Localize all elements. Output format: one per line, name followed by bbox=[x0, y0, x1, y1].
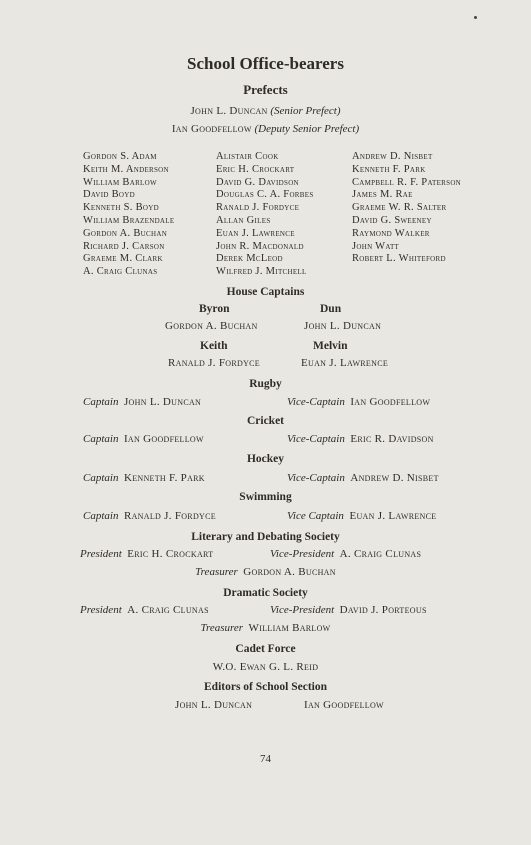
dramatic-vice-label: Vice-President bbox=[270, 604, 335, 616]
hockey-captain-name: Kenneth F. Park bbox=[123, 472, 205, 484]
house-keith: Keith bbox=[200, 340, 228, 352]
rugby-vice-captain bbox=[287, 396, 430, 408]
page-title: School Office-bearers bbox=[187, 54, 344, 73]
prefect-name: Keith M. Anderson bbox=[83, 163, 169, 175]
cricket-vice-name: Eric R. Davidson bbox=[350, 433, 434, 445]
prefect-name: Wilfred J. Mitchell bbox=[216, 266, 307, 278]
dramatic-vice-name: David J. Porteous bbox=[339, 604, 427, 616]
prefect-name: Alistair Cook bbox=[216, 151, 279, 162]
dramatic-president-name: A. Craig Clunas bbox=[127, 604, 209, 616]
prefect-name: John Watt bbox=[352, 240, 400, 252]
prefect-name: David G. Davidson bbox=[216, 176, 299, 188]
swimming-captain bbox=[83, 510, 216, 522]
swimming-heading: Swimming bbox=[239, 491, 292, 503]
ink-speck bbox=[474, 16, 477, 19]
prefect-name: William Brazendale bbox=[83, 214, 175, 226]
swimming-vice-captain bbox=[287, 510, 436, 522]
literary-president-label: President bbox=[80, 548, 122, 560]
literary-vice-president bbox=[270, 548, 421, 560]
swimming-vice-name: Euan J. Lawrence bbox=[349, 510, 437, 522]
prefect-name: William Barlow bbox=[83, 176, 157, 188]
prefect-name: Graeme M. Clark bbox=[83, 253, 163, 265]
rugby-captain-name: John L. Duncan bbox=[123, 396, 202, 408]
hockey-heading: Hockey bbox=[246, 453, 285, 465]
cadet-name: W.O. Ewan G. L. Reid bbox=[212, 661, 319, 673]
hockey-captain bbox=[83, 472, 205, 484]
prefect-name: Robert L. Whiteford bbox=[352, 253, 446, 265]
cricket-captain-name: Ian Goodfellow bbox=[123, 433, 204, 445]
prefect-name: Andrew D. Nisbet bbox=[352, 151, 433, 162]
deputy-prefect-role: (Deputy Senior Prefect) bbox=[254, 123, 360, 135]
house-keith-captain: Ranald J. Fordyce bbox=[168, 357, 260, 369]
senior-prefect-role: (Senior Prefect) bbox=[270, 105, 341, 117]
dramatic-treasurer-label: Treasurer bbox=[200, 622, 244, 634]
page-number: 74 bbox=[260, 753, 271, 765]
prefect-name: Eric H. Crockart bbox=[216, 163, 295, 175]
prefect-name: James M. Rae bbox=[352, 189, 413, 201]
editor-left: John L. Duncan bbox=[175, 699, 253, 711]
literary-vice-name: A. Craig Clunas bbox=[339, 548, 422, 560]
rugby-captain bbox=[83, 396, 201, 408]
literary-treasurer-label: Treasurer bbox=[195, 566, 238, 578]
cadet-heading: Cadet Force bbox=[235, 643, 296, 655]
house-melvin: Melvin bbox=[313, 340, 348, 352]
cricket-captain bbox=[83, 433, 204, 445]
prefects-column-3 bbox=[352, 151, 461, 266]
prefect-name: Graeme W. R. Salter bbox=[352, 202, 447, 214]
rugby-vice-name: Ian Goodfellow bbox=[350, 396, 431, 408]
house-melvin-captain: Euan J. Lawrence bbox=[301, 357, 389, 369]
prefect-name: Gordon A. Buchan bbox=[83, 227, 168, 239]
dramatic-president bbox=[80, 604, 209, 616]
hockey-captain-label: Captain bbox=[83, 472, 119, 484]
dramatic-president-label: President bbox=[80, 604, 122, 616]
prefect-name: David G. Sweeney bbox=[352, 214, 432, 226]
hockey-vice-name: Andrew D. Nisbet bbox=[350, 472, 439, 484]
prefect-name: Kenneth S. Boyd bbox=[83, 202, 159, 214]
senior-prefect-name: John L. Duncan bbox=[190, 105, 268, 117]
literary-treasurer-name: Gordon A. Buchan bbox=[243, 566, 336, 578]
house-byron-captain: Gordon A. Buchan bbox=[165, 320, 258, 332]
prefect-name: Richard J. Carson bbox=[83, 240, 165, 252]
prefect-name: Douglas C. A. Forbes bbox=[216, 189, 314, 201]
prefect-name: Kenneth F. Park bbox=[352, 163, 426, 175]
house-byron: Byron bbox=[199, 303, 230, 315]
prefect-name: Euan J. Lawrence bbox=[216, 227, 295, 239]
editor-right: Ian Goodfellow bbox=[304, 699, 384, 711]
rugby-heading: Rugby bbox=[249, 378, 282, 390]
prefect-name: Allan Giles bbox=[216, 214, 271, 226]
literary-heading: Literary and Debating Society bbox=[191, 531, 340, 543]
cricket-vice-captain bbox=[287, 433, 434, 445]
deputy-prefect bbox=[0, 123, 531, 135]
literary-treasurer bbox=[0, 566, 531, 578]
prefects-column-1 bbox=[83, 151, 174, 279]
senior-prefect bbox=[0, 105, 531, 117]
swimming-vice-label: Vice Captain bbox=[287, 510, 344, 522]
rugby-captain-label: Captain bbox=[83, 396, 119, 408]
prefect-name: Campbell R. F. Paterson bbox=[352, 176, 462, 188]
prefect-name: John R. Macdonald bbox=[216, 240, 304, 252]
swimming-captain-label: Captain bbox=[83, 510, 119, 522]
deputy-prefect-name: Ian Goodfellow bbox=[171, 123, 252, 135]
cricket-vice-label: Vice-Captain bbox=[287, 433, 345, 445]
cricket-captain-label: Captain bbox=[83, 433, 119, 445]
house-captains-heading: House Captains bbox=[226, 286, 305, 298]
prefect-name: Derek McLeod bbox=[216, 253, 283, 265]
swimming-captain-name: Ranald J. Fordyce bbox=[123, 510, 216, 522]
prefect-name: Gordon S. Adam bbox=[83, 151, 157, 162]
prefects-heading: Prefects bbox=[243, 82, 288, 97]
prefect-name: Raymond Walker bbox=[352, 227, 430, 239]
dramatic-vice-president bbox=[270, 604, 427, 616]
prefect-name: David Boyd bbox=[83, 189, 135, 201]
hockey-vice-captain bbox=[287, 472, 439, 484]
dramatic-treasurer-name: William Barlow bbox=[248, 622, 331, 634]
literary-president bbox=[80, 548, 213, 560]
literary-vice-label: Vice-President bbox=[270, 548, 335, 560]
house-dun-captain: John L. Duncan bbox=[304, 320, 382, 332]
dramatic-heading: Dramatic Society bbox=[223, 587, 308, 599]
literary-president-name: Eric H. Crockart bbox=[127, 548, 214, 560]
rugby-vice-label: Vice-Captain bbox=[287, 396, 345, 408]
prefect-name: Ranald J. Fordyce bbox=[216, 202, 300, 214]
prefects-column-2 bbox=[216, 151, 314, 279]
editors-heading: Editors of School Section bbox=[204, 681, 327, 693]
dramatic-treasurer bbox=[0, 622, 531, 634]
prefect-name: A. Craig Clunas bbox=[83, 266, 158, 278]
cricket-heading: Cricket bbox=[246, 415, 285, 427]
hockey-vice-label: Vice-Captain bbox=[287, 472, 345, 484]
house-dun: Dun bbox=[320, 303, 342, 315]
